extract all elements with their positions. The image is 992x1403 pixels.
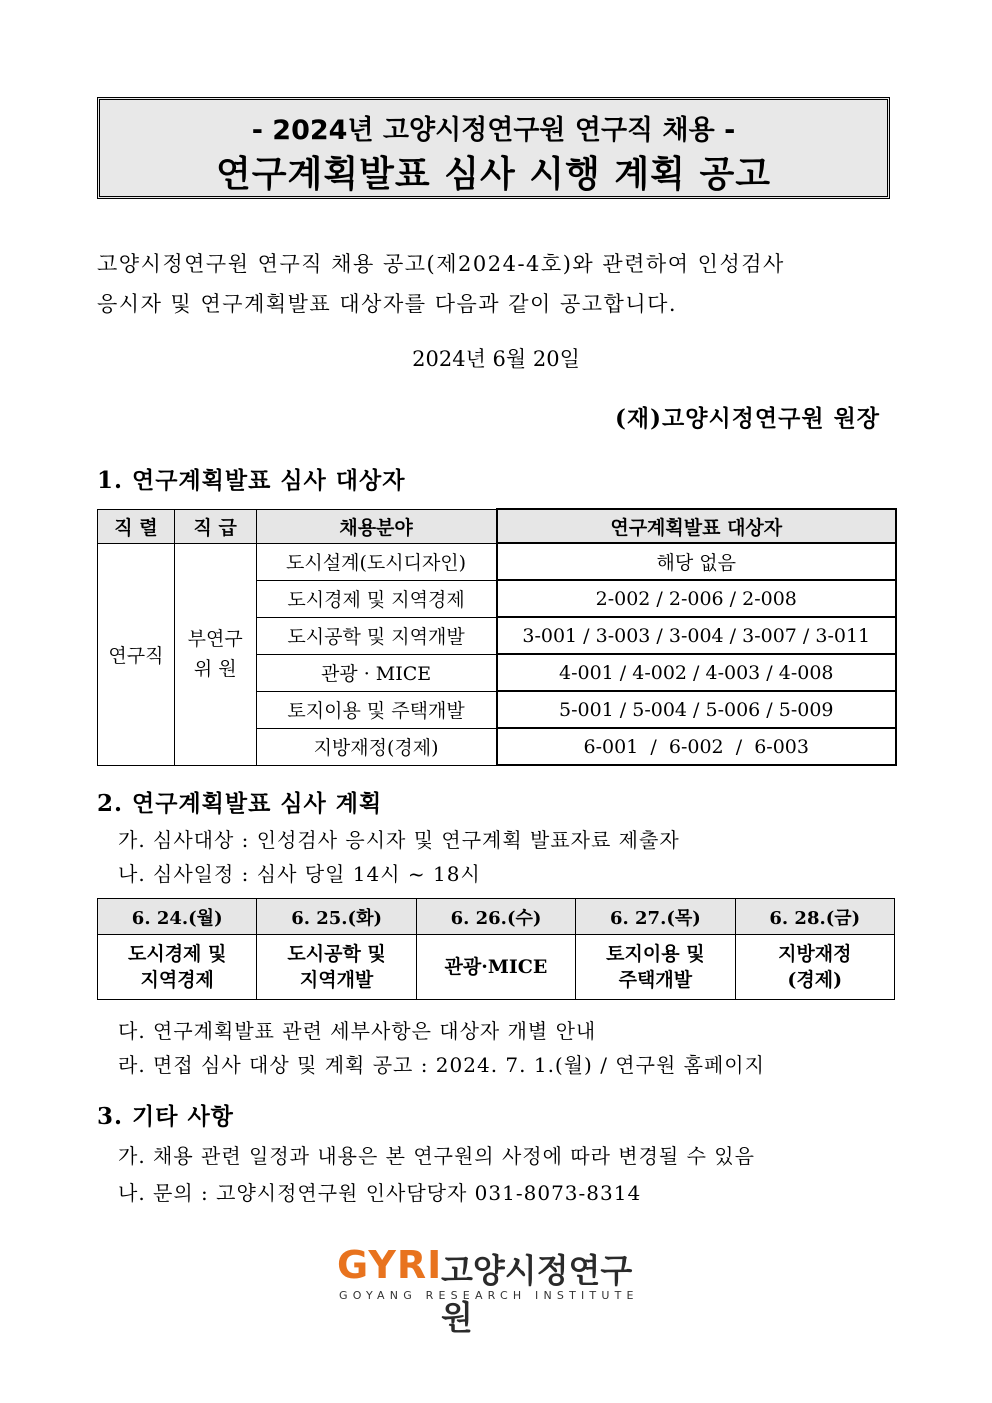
schedule-field-line1: 토지이용 및 — [606, 943, 705, 965]
title-box — [97, 97, 890, 199]
schedule-date: 6. 26.(수) — [416, 899, 575, 935]
header-series: 직 렬 — [98, 509, 175, 543]
field-cell: 토지이용 및 주택개발 — [256, 691, 496, 728]
logo-subtitle: GOYANG RESEARCH INSTITUTE — [339, 1289, 639, 1302]
grade-cell — [174, 543, 256, 765]
targets-cell: 3-001 / 3-003 / 3-004 / 3-007 / 3-011 — [497, 617, 896, 654]
header-targets: 연구계획발표 대상자 — [497, 509, 896, 543]
schedule-field — [416, 935, 575, 1000]
schedule-field-line1: 도시경제 및 — [128, 943, 227, 965]
schedule-field-line2: 지역개발 — [299, 969, 374, 991]
schedule-date: 6. 28.(금) — [735, 899, 894, 935]
signer: (재)고양시정연구원 원장 — [615, 405, 880, 432]
header-grade: 직 급 — [174, 509, 256, 543]
schedule-field-row — [98, 935, 895, 1000]
targets-cell: 2-002 / 2-006 / 2-008 — [497, 580, 896, 617]
section3-item-b: 나. 문의 : 고양시정연구원 인사담당자 031-8073-8314 — [118, 1181, 642, 1205]
intro-paragraph — [97, 244, 897, 324]
schedule-date: 6. 24.(월) — [98, 899, 257, 935]
field-cell: 도시경제 및 지역경제 — [256, 580, 496, 617]
section2-heading: 2. 연구계획발표 심사 계획 — [97, 790, 383, 817]
intro-line1: 고양시정연구원 연구직 채용 공고(제2024-4호)와 관련하여 인성검사 — [97, 252, 785, 276]
series-cell: 연구직 — [98, 543, 175, 765]
intro-line2: 응시자 및 연구계획발표 대상자를 다음과 같이 공고합니다. — [97, 292, 678, 316]
schedule-field-line2: 지역경제 — [140, 969, 214, 991]
schedule-field-line1: 지방재정 — [778, 943, 852, 965]
section1-heading: 1. 연구계획발표 심사 대상자 — [97, 467, 406, 494]
schedule-field-line2: 주택개발 — [618, 969, 693, 991]
schedule-field-line1: 관광·MICE — [444, 956, 548, 978]
schedule-field — [98, 935, 257, 1000]
gyri-logo — [337, 1243, 657, 1337]
schedule-field-line2: (경제) — [787, 969, 843, 991]
logo-name: 고양시정연구원 — [441, 1251, 633, 1337]
header-field: 채용분야 — [256, 509, 496, 543]
schedule-field — [257, 935, 416, 1000]
schedule-field-line1: 도시공학 및 — [287, 943, 386, 965]
title-line1: - 2024년 고양시정연구원 연구직 채용 - — [251, 115, 736, 146]
section2-item-c: 다. 연구계획발표 관련 세부사항은 대상자 개별 안내 — [118, 1019, 597, 1043]
schedule-table — [97, 898, 895, 1000]
announcement-date: 2024년 6월 20일 — [412, 347, 580, 371]
grade-line1: 부연구 — [187, 628, 243, 650]
field-cell: 도시공학 및 지역개발 — [256, 617, 496, 654]
schedule-field — [735, 935, 894, 1000]
title-line2: 연구계획발표 심사 시행 계획 공고 — [216, 154, 771, 195]
field-cell: 지방재정(경제) — [256, 728, 496, 765]
schedule-header-row — [98, 899, 895, 935]
table-header-row — [98, 509, 897, 543]
grade-line2: 위 원 — [193, 658, 237, 680]
field-cell: 도시설계(도시디자인) — [256, 543, 496, 580]
section2-item-b: 나. 심사일정 : 심사 당일 14시 ~ 18시 — [118, 862, 481, 886]
schedule-field — [576, 935, 735, 1000]
field-cell: 관광 · MICE — [256, 654, 496, 691]
section3-heading: 3. 기타 사항 — [97, 1103, 234, 1130]
schedule-date: 6. 25.(화) — [257, 899, 416, 935]
section2-item-a: 가. 심사대상 : 인성검사 응시자 및 연구계획 발표자료 제출자 — [118, 828, 680, 852]
table-row — [98, 543, 897, 580]
targets-cell: 5-001 / 5-004 / 5-006 / 5-009 — [497, 691, 896, 728]
targets-cell: 4-001 / 4-002 / 4-003 / 4-008 — [497, 654, 896, 691]
section3-item-a: 가. 채용 관련 일정과 내용은 본 연구원의 사정에 따라 변경될 수 있음 — [118, 1144, 755, 1168]
schedule-date: 6. 27.(목) — [576, 899, 735, 935]
section2-item-d: 라. 면접 심사 대상 및 계획 공고 : 2024. 7. 1.(월) / 연구원 홈페이지 — [118, 1053, 765, 1077]
targets-cell: 해당 없음 — [497, 543, 896, 580]
target-table — [97, 508, 897, 766]
logo-mark: GYRI — [337, 1243, 443, 1287]
targets-cell: 6-001 / 6-002 / 6-003 — [497, 728, 896, 765]
